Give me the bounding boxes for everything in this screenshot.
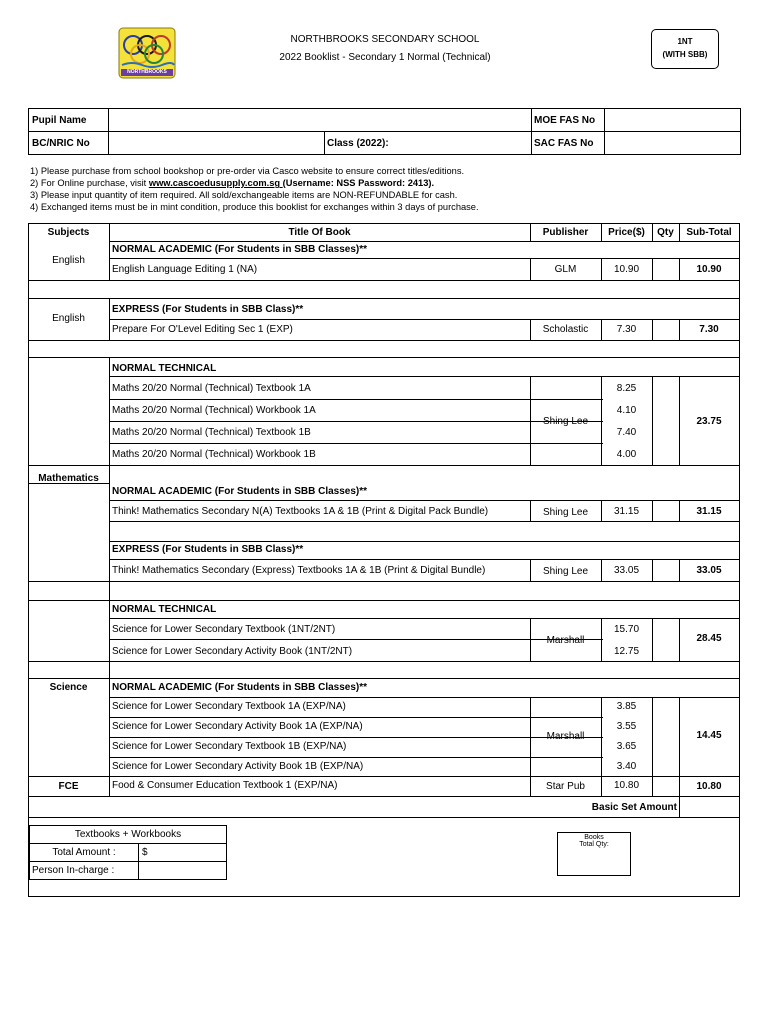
publisher: Star Pub bbox=[546, 781, 585, 792]
book-title: Science for Lower Secondary Activity Book 1B (EXP/NA) bbox=[112, 761, 364, 772]
header-price: Price($) bbox=[608, 227, 645, 238]
section-normal-academic: NORMAL ACADEMIC (For Students in SBB Classes)** bbox=[112, 682, 368, 693]
casco-link[interactable]: www.cascoedusupply.com.sg bbox=[148, 178, 283, 188]
publisher: Shing Lee bbox=[542, 507, 589, 518]
price: 8.25 bbox=[616, 383, 637, 394]
publisher: Marshall bbox=[546, 731, 585, 742]
subtotal: 14.45 bbox=[696, 730, 722, 741]
qty-input[interactable] bbox=[653, 777, 679, 796]
book-title: Science for Lower Secondary Activity Book 1A (EXP/NA) bbox=[112, 721, 363, 732]
basic-set-amount-field[interactable] bbox=[680, 797, 739, 817]
price: 31.15 bbox=[613, 506, 640, 517]
qty-input[interactable] bbox=[653, 320, 679, 340]
publisher: Shing Lee bbox=[542, 416, 589, 427]
total-amount-value[interactable]: $ bbox=[142, 847, 148, 858]
price: 7.40 bbox=[616, 427, 637, 438]
publisher: Marshall bbox=[546, 635, 585, 646]
booklist-table bbox=[28, 223, 740, 897]
textbooks-workbooks-box bbox=[29, 825, 227, 880]
bc-nric-field[interactable] bbox=[110, 132, 323, 153]
instructions bbox=[30, 165, 479, 213]
class-code: 1NT bbox=[677, 37, 693, 46]
class-label: Class (2022): bbox=[327, 138, 389, 149]
header-publisher: Publisher bbox=[542, 227, 589, 238]
header-title: Title Of Book bbox=[288, 227, 351, 238]
logo-text: NORTHBROOKS bbox=[127, 69, 167, 75]
book-title: Think! Mathematics Secondary (Express) Textbooks 1A & 1B (Print & Digital Bundle) bbox=[112, 565, 486, 576]
book-title: Food & Consumer Education Textbook 1 (EXP/NA) bbox=[112, 780, 338, 791]
school-logo bbox=[118, 27, 176, 79]
total-qty-label: Total Qty: bbox=[579, 841, 609, 848]
subject-fce: FCE bbox=[58, 781, 79, 792]
books-total-qty-box[interactable] bbox=[557, 832, 631, 876]
class-code-note: (WITH SBB) bbox=[662, 50, 708, 59]
book-title: English Language Editing 1 (NA) bbox=[112, 264, 258, 275]
moe-fas-field[interactable] bbox=[606, 110, 738, 130]
price: 3.85 bbox=[616, 701, 637, 712]
basic-set-amount-label: Basic Set Amount bbox=[591, 802, 677, 813]
class-code-box bbox=[651, 29, 719, 69]
pupil-name-field[interactable] bbox=[110, 110, 530, 130]
qty-input[interactable] bbox=[653, 259, 679, 280]
section-normal-academic: NORMAL ACADEMIC (For Students in SBB Classes)** bbox=[112, 244, 368, 255]
book-title: Think! Mathematics Secondary N(A) Textbooks 1A & 1B (Print & Digital Pack Bundle) bbox=[112, 506, 489, 517]
instruction-2: 2) For Online purchase, visit www.cascoedusupply.com.sg (Username: NSS Password: 2413). bbox=[30, 178, 435, 188]
publisher: Scholastic bbox=[542, 324, 589, 335]
total-amount-label: Total Amount : bbox=[52, 847, 116, 858]
subtotal: 10.90 bbox=[696, 264, 722, 275]
book-title: Science for Lower Secondary Textbook 1B (EXP/NA) bbox=[112, 741, 347, 752]
school-name: NORTHBROOKS SECONDARY SCHOOL bbox=[290, 34, 480, 45]
subject-english: English bbox=[52, 255, 85, 266]
book-title: Prepare For O'Level Editing Sec 1 (EXP) bbox=[112, 324, 293, 335]
qty-input[interactable] bbox=[653, 698, 679, 776]
pupil-name-label: Pupil Name bbox=[32, 115, 87, 126]
price: 12.75 bbox=[613, 646, 640, 657]
instruction-3: 3) Please input quantity of item required. All sold/exchangeable items are NON-REFUNDABLE for cash. bbox=[30, 190, 458, 200]
price: 4.00 bbox=[616, 449, 637, 460]
subject-mathematics: Mathematics bbox=[38, 473, 99, 484]
price: 15.70 bbox=[613, 624, 640, 635]
subtotal: 33.05 bbox=[696, 565, 722, 576]
textbooks-workbooks-title: Textbooks + Workbooks bbox=[74, 829, 182, 840]
subtotal: 31.15 bbox=[696, 506, 722, 517]
book-title: Science for Lower Secondary Activity Book (1NT/2NT) bbox=[112, 646, 353, 657]
subtotal: 28.45 bbox=[696, 633, 722, 644]
instruction-1: 1) Please purchase from school bookshop or pre-order via Casco website to ensure correct titles/editions. bbox=[30, 166, 465, 176]
sac-fas-field[interactable] bbox=[606, 132, 738, 153]
subject-english: English bbox=[52, 313, 85, 324]
qty-input[interactable] bbox=[653, 619, 679, 661]
section-express: EXPRESS (For Students in SBB Class)** bbox=[112, 304, 304, 315]
header-subtotal: Sub-Total bbox=[686, 227, 732, 238]
books-label: Books bbox=[584, 834, 604, 841]
sac-fas-label: SAC FAS No bbox=[534, 138, 594, 149]
qty-input[interactable] bbox=[653, 377, 679, 465]
book-title: Maths 20/20 Normal (Technical) Textbook 1B bbox=[112, 427, 311, 438]
subtotal: 10.80 bbox=[696, 781, 722, 792]
section-express: EXPRESS (For Students in SBB Class)** bbox=[112, 544, 304, 555]
book-title: Maths 20/20 Normal (Technical) Workbook 1B bbox=[112, 449, 316, 460]
person-in-charge-label: Person In-charge : bbox=[32, 865, 115, 876]
book-title: Science for Lower Secondary Textbook 1A (EXP/NA) bbox=[112, 701, 346, 712]
section-normal-technical: NORMAL TECHNICAL bbox=[112, 363, 217, 374]
price: 3.40 bbox=[616, 761, 637, 772]
booklist-title: 2022 Booklist - Secondary 1 Normal (Technical) bbox=[279, 52, 491, 63]
book-title: Science for Lower Secondary Textbook (1NT/2NT) bbox=[112, 624, 336, 635]
price: 10.90 bbox=[613, 264, 640, 275]
header-qty: Qty bbox=[657, 227, 674, 238]
header-subjects: Subjects bbox=[47, 227, 90, 238]
price: 7.30 bbox=[616, 324, 637, 335]
pupil-info-box bbox=[28, 108, 741, 155]
section-normal-technical: NORMAL TECHNICAL bbox=[112, 604, 217, 615]
book-title: Maths 20/20 Normal (Technical) Textbook 1A bbox=[112, 383, 311, 394]
section-normal-academic: NORMAL ACADEMIC (For Students in SBB Classes)** bbox=[112, 486, 368, 497]
subtotal: 7.30 bbox=[699, 324, 719, 335]
instruction-4: 4) Exchanged items must be in mint condition, produce this booklist for exchanges within 3 days of purchase. bbox=[30, 202, 479, 212]
price: 3.55 bbox=[616, 721, 637, 732]
person-in-charge-field[interactable] bbox=[140, 862, 224, 878]
bc-nric-label: BC/NRIC No bbox=[32, 138, 90, 149]
price: 3.65 bbox=[616, 741, 637, 752]
book-title: Maths 20/20 Normal (Technical) Workbook 1A bbox=[112, 405, 316, 416]
qty-input[interactable] bbox=[653, 560, 679, 581]
price: 33.05 bbox=[613, 565, 640, 576]
price: 10.80 bbox=[613, 780, 640, 791]
qty-input[interactable] bbox=[653, 501, 679, 521]
subtotal: 23.75 bbox=[696, 416, 722, 427]
subject-science: Science bbox=[49, 682, 88, 693]
price: 4.10 bbox=[616, 405, 637, 416]
moe-fas-label: MOE FAS No bbox=[534, 115, 596, 126]
publisher: GLM bbox=[554, 264, 577, 275]
publisher: Shing Lee bbox=[542, 566, 589, 577]
